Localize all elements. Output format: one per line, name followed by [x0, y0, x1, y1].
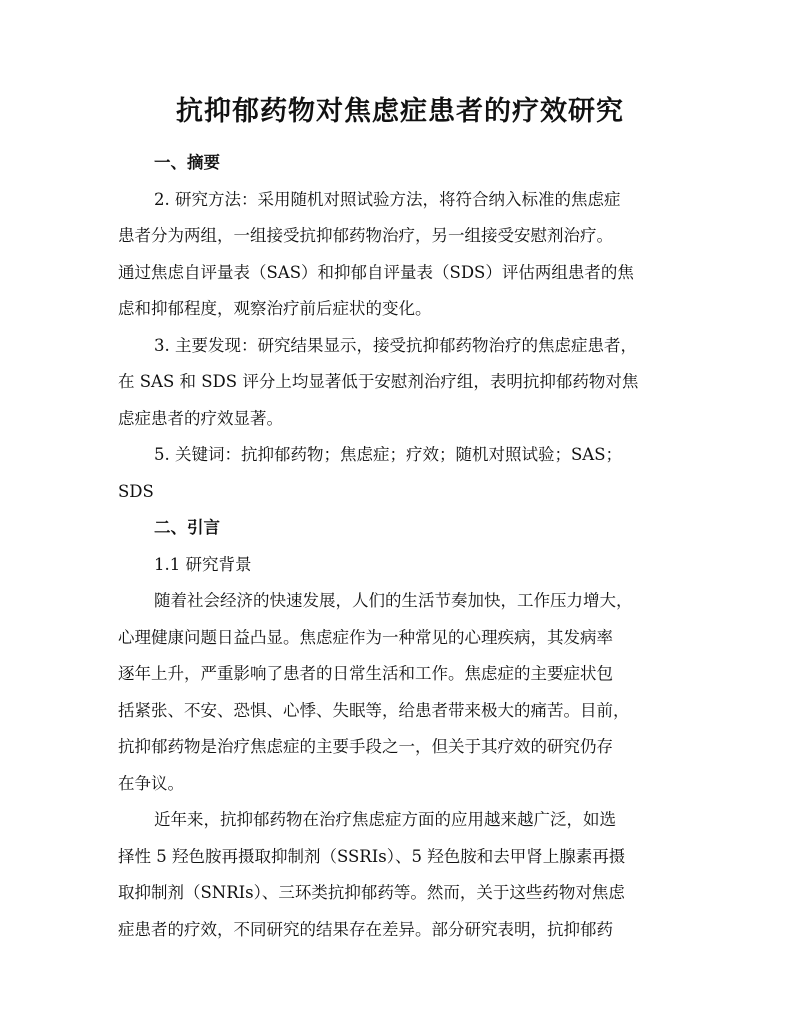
text-line: 择性 5 羟色胺再摄取抑制剂（SSRIs）、5 羟色胺和去甲肾上腺素再摄 [118, 846, 626, 866]
document-body [118, 145, 682, 948]
text-line: 取抑制剂（SNRIs）、三环类抗抑郁药等。然而，关于这些药物对焦虑 [118, 883, 625, 902]
text-line: 括紧张、不安、恐惧、心悸、失眠等，给患者带来极大的痛苦。目前， [118, 700, 630, 720]
section-heading-abstract: 一、摘要 [154, 153, 220, 172]
text-line: 随着社会经济的快速发展，人们的生活节奏加快，工作压力增大， [154, 591, 633, 610]
text-line: 虑症患者的疗效显著。 [118, 408, 283, 428]
text-line: 近年来，抗抑郁药物在治疗焦虑症方面的应用越来越广泛，如选 [154, 810, 616, 829]
text-line: 症患者的疗效，不同研究的结果存在差异。部分研究表明，抗抑郁药 [118, 919, 613, 939]
text-line: 5. 关键词：抗抑郁药物；焦虑症；疗效；随机对照试验；SAS； [154, 445, 623, 464]
text-line: 患者分为两组，一组接受抗抑郁药物治疗，另一组接受安慰剂治疗。 [118, 226, 613, 245]
text-line: 抗抑郁药物是治疗焦虑症的主要手段之一，但关于其疗效的研究仍存 [118, 737, 613, 756]
paragraph-findings [118, 328, 682, 438]
document-title: 抗抑郁药物对焦虑症患者的疗效研究 [176, 96, 624, 127]
paragraph-keywords [118, 437, 682, 510]
paragraph-background-1 [118, 583, 682, 802]
paragraph-method [118, 182, 682, 328]
text-line: 逐年上升，严重影响了患者的日常生活和工作。焦虑症的主要症状包 [118, 664, 613, 683]
text-line: 心理健康问题日益凸显。焦虑症作为一种常见的心理疾病，其发病率 [118, 627, 613, 647]
text-line: 虑和抑郁程度，观察治疗前后症状的变化。 [118, 299, 432, 318]
section-heading-introduction: 二、引言 [154, 518, 220, 537]
text-line: 2. 研究方法：采用随机对照试验方法，将符合纳入标准的焦虑症 [154, 189, 621, 209]
text-line: SDS [118, 481, 154, 501]
text-line: 3. 主要发现：研究结果显示，接受抗抑郁药物治疗的焦虑症患者， [154, 335, 637, 355]
text-line: 在争议。 [118, 773, 184, 793]
text-line: 通过焦虑自评量表（SAS）和抑郁自评量表（SDS）评估两组患者的焦 [118, 262, 634, 282]
text-line: 在 SAS 和 SDS 评分上均显著低于安慰剂治疗组，表明抗抑郁药物对焦 [118, 372, 639, 391]
subsection-heading-background: 1.1 研究背景 [154, 554, 252, 574]
paragraph-background-2 [118, 802, 682, 948]
